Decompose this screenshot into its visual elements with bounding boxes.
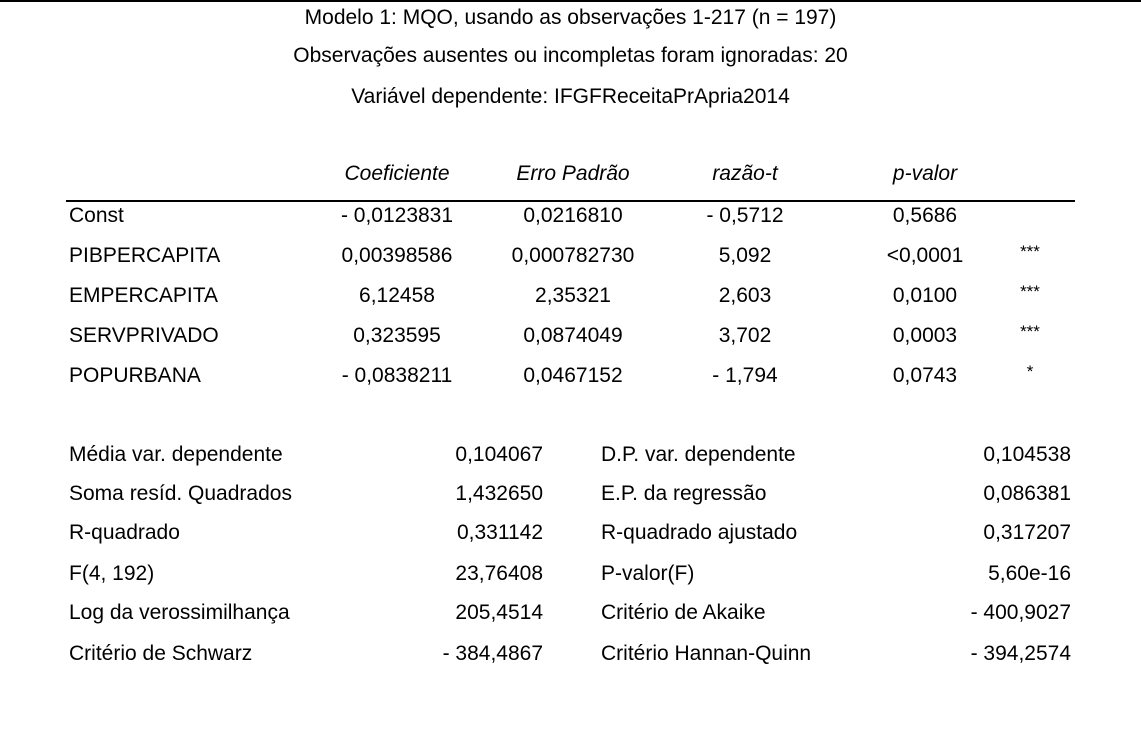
coefficient-value: - 0,0838211 [341,364,453,387]
stat-value: 1,432650 [455,482,543,505]
t-ratio-value: - 0,5712 [706,204,784,227]
significance-stars: * [1026,362,1034,381]
col-header-t-ratio: razão-t [712,162,778,185]
stat-label: Soma resíd. Quadrados [69,482,292,505]
t-ratio-value: 2,603 [718,284,772,307]
stat-value: 0,317207 [983,521,1071,544]
table-header-divider [66,200,1075,202]
std-error-value: 0,0216810 [523,204,623,227]
t-ratio-value: - 1,794 [712,364,778,387]
stat-value: 0,331142 [456,521,543,544]
stat-label: R-quadrado ajustado [601,521,798,544]
stat-value: - 384,4867 [442,642,543,665]
stat-label: Média var. dependente [69,443,283,466]
stat-row [0,482,1141,512]
variable-name: Const [69,204,124,227]
p-value: 0,0743 [892,364,958,387]
stat-value: 205,4514 [455,601,543,624]
std-error-value: 0,0467152 [523,364,623,387]
coefficient-value: 0,00398586 [341,244,453,267]
dependent-variable-label: Variável dependente: IFGFReceitaPrApria2014 [351,85,790,108]
stat-label: Log da verossimilhança [69,601,290,624]
significance-stars: *** [1020,322,1040,341]
table-row [0,324,1141,354]
variable-name: EMPERCAPITA [69,284,218,307]
stat-value: 0,104067 [455,443,543,466]
stat-value: 5,60e-16 [988,562,1071,585]
stat-label: E.P. da regressão [601,482,767,505]
model-title: Modelo 1: MQO, usando as observações 1-217 (n = 197) [304,6,837,29]
significance-stars: *** [1020,242,1040,261]
stat-value: 23,76408 [455,562,543,585]
p-value: 0,5686 [892,204,958,227]
p-value: <0,0001 [886,244,964,267]
std-error-value: 2,35321 [535,284,611,307]
stat-row [0,601,1141,631]
stat-value: - 400,9027 [970,601,1071,624]
missing-observations-note: Observações ausentes ou incompletas foram ignoradas: 20 [293,44,848,67]
t-ratio-value: 3,702 [718,324,772,347]
coefficient-value: - 0,0123831 [340,204,454,227]
stat-label: Critério de Schwarz [69,642,253,665]
col-header-std-error: Erro Padrão [516,162,630,185]
t-ratio-value: 5,092 [718,244,772,267]
std-error-value: 0,0874049 [523,324,623,347]
variable-name: PIBPERCAPITA [69,244,221,267]
stat-value: - 394,2574 [970,642,1071,665]
col-header-p-value: p-valor [892,162,958,185]
variable-name: POPURBANA [69,364,201,387]
top-border [0,0,1141,2]
stat-label: P-valor(F) [601,562,695,585]
stat-label: Critério Hannan-Quinn [601,642,812,665]
stat-value: 0,086381 [983,482,1071,505]
coefficient-value: 0,323595 [353,324,441,347]
table-row [0,284,1141,314]
stat-row [0,562,1141,592]
table-row [0,204,1141,234]
table-row [0,364,1141,394]
stat-row [0,443,1141,473]
variable-name: SERVPRIVADO [69,324,219,347]
stat-label: F(4, 192) [69,562,155,585]
stat-label: D.P. var. dependente [601,443,796,466]
p-value: 0,0100 [892,284,958,307]
col-header-coefficient: Coeficiente [344,162,450,185]
p-value: 0,0003 [892,324,958,347]
stat-label: R-quadrado [69,521,180,544]
stat-value: 0,104538 [983,443,1071,466]
table-row [0,244,1141,274]
coefficient-value: 6,12458 [359,284,435,307]
significance-stars: *** [1020,282,1040,301]
stat-row [0,642,1141,672]
stat-row [0,521,1141,551]
std-error-value: 0,000782730 [511,244,635,267]
stat-label: Critério de Akaike [601,601,766,624]
